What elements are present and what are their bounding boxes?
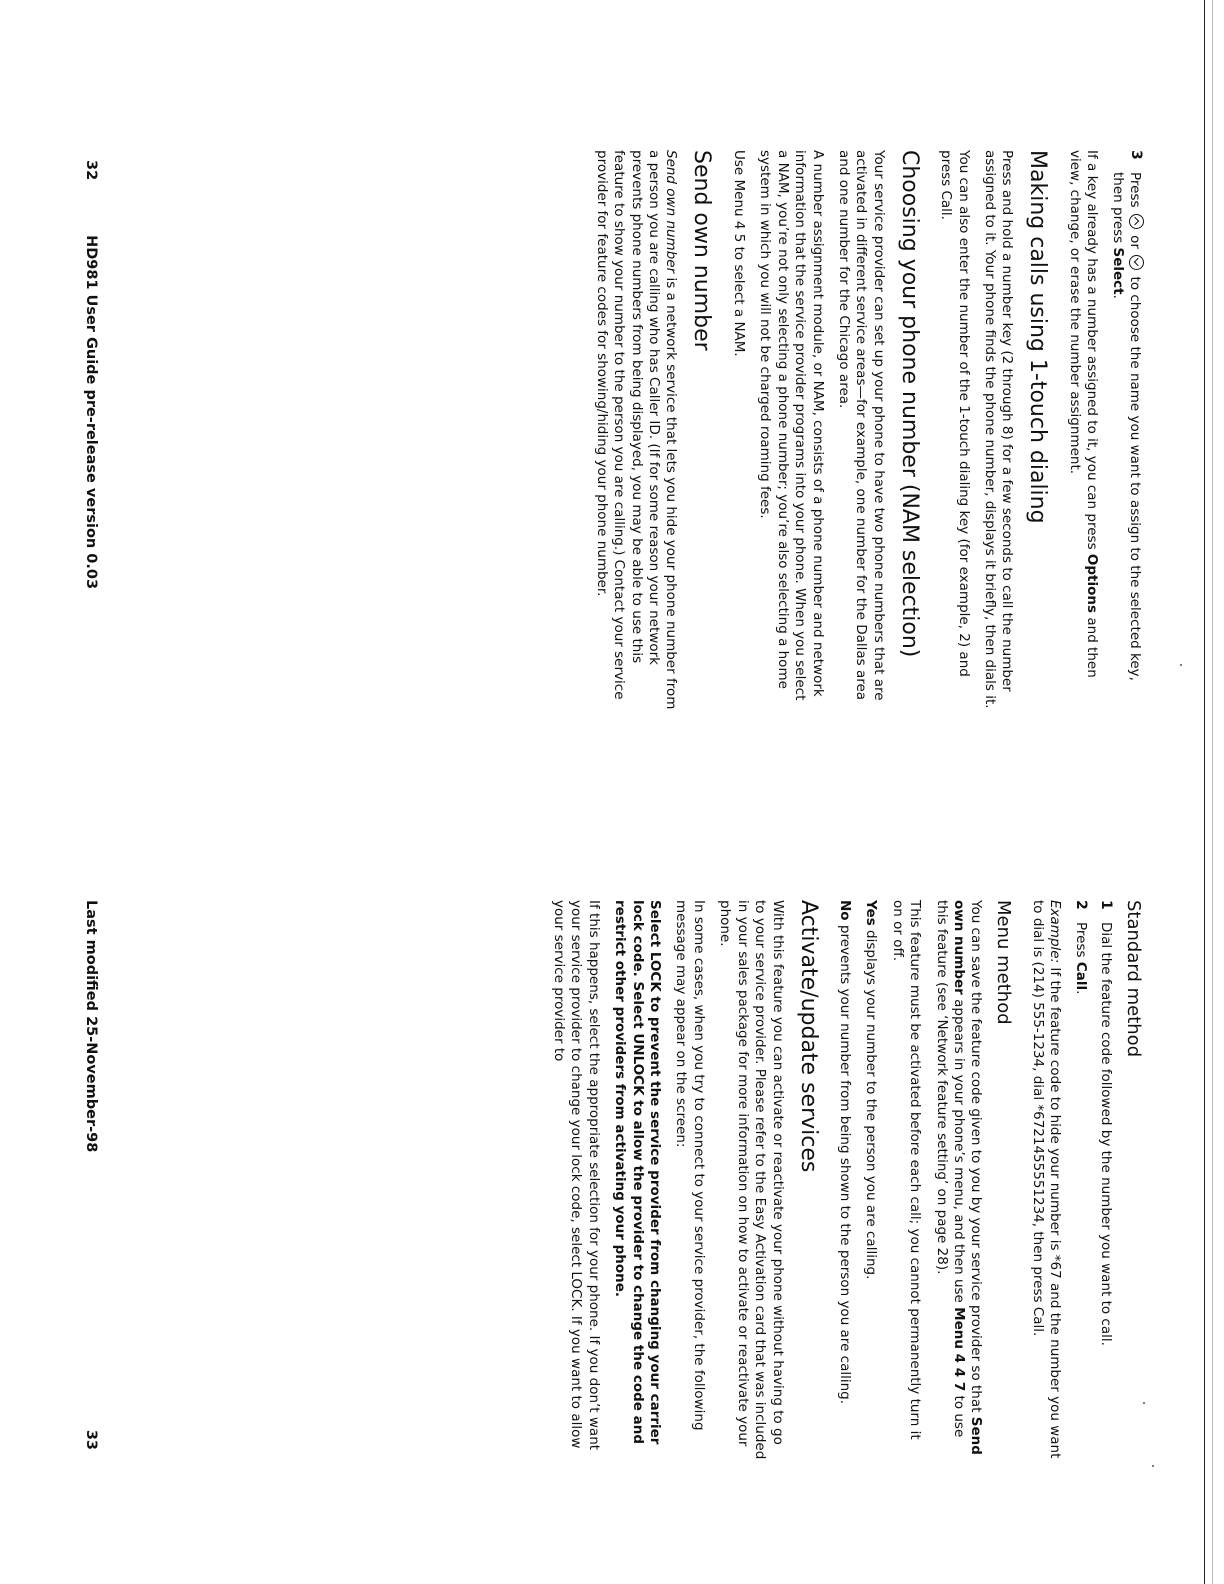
heading-activate-update: Activate/update services — [795, 900, 821, 1173]
scroll-down-icon — [1129, 255, 1144, 270]
paragraph: Your service provider can set up your phone to have two phone numbers that are activated in different service areas—for example, one number for the Dallas area and one number for the Chicago area. — [835, 150, 887, 701]
step-2: 2 Press Call. — [1072, 900, 1089, 995]
paragraph: You can save the feature code given to you by your service provider so that Send own number appears in your phone’s menu, and then use Menu 4 4 7 to use this feature (see ‘Network feature setting’ on page 28). — [933, 900, 985, 1455]
paragraph: Use Menu 4 5 to select a NAM. — [730, 150, 747, 357]
step-1: 1 Dial the feature code followed by the number you want to call. — [1098, 900, 1114, 1346]
paragraph: With this feature you can activate or reactivate your phone without having to go to your service provider. Please refer to the Easy Activation card that was included in your sales package for more information on how to activate or reactivate your phone. — [717, 900, 786, 1460]
page-33 — [14, 900, 1144, 1460]
paragraph: In some cases, when you try to connect to your service provider, the following message may appear on the screen: — [673, 900, 707, 1431]
heading-nam-selection: Choosing your phone number (NAM selection) — [896, 150, 922, 658]
footer-text: HD981 User Guide pre-release version 0.03 — [83, 235, 99, 590]
footer-text: Last modified 25-November-98 — [83, 900, 99, 1153]
paragraph: Yes displays your number to the person you are calling. — [863, 900, 880, 1280]
paragraph: A number assignment module, or NAM, consists of a phone number and network information that the service provider programs into your phone. When you select a NAM, you’re not only selecting a phone number; you’re also selecting a home system in which you will not be charged roaming fees. — [757, 150, 826, 701]
heading-standard-method: Standard method — [1123, 900, 1144, 1058]
step-3: 3 Press or to choose the name you want to assign to the selected key, then press Select. — [1109, 150, 1144, 681]
page-number: 32 — [83, 160, 99, 181]
lock-message-paragraph: Select LOCK to prevent the service provider from changing your carrier lock code. Select UNLOCK to allow the provider to change the code and restrict other providers from activating your phone. — [612, 900, 664, 1445]
paragraph: This feature must be activated before each call; you cannot permanently turn it on or off. — [889, 900, 924, 1440]
paragraph: Press and hold a number key (2 through 8) for a few seconds to call the number assigned to it. Your phone finds the phone number, displays it briefly, then dials it. — [981, 150, 1016, 709]
scroll-up-icon — [1129, 214, 1144, 229]
call-key-label: Call — [1072, 961, 1089, 991]
page-number: 33 — [83, 1429, 99, 1450]
page-32 — [14, 150, 1144, 710]
assigned-key-paragraph: If a key already has a number assigned to it, you can press Options and then view, change, or erase the number assignment. — [1066, 150, 1101, 678]
send-own-number-paragraph: Send own number is a network service that lets you hide your phone number from a person you are calling who has Caller ID. (If for some reason your network prevents phone numbers from being displayed, you may be able to use this feature to show your number to the person you are calling.) Contact your service provider for feature codes for showing/hiding your phone number. — [593, 150, 680, 710]
footer-page-33 — [83, 900, 99, 1450]
example-paragraph: Example: If the feature code to hide your number is *67 and the number you want to dial is (214) 555-1234, dial *6721455551234, then press Call. — [1029, 900, 1064, 1459]
paragraph: You can also enter the number of the 1-touch dialing key (for example, 2) and press Call. — [938, 150, 972, 677]
step-number: 3 — [1128, 150, 1144, 160]
select-key-label: Select — [1109, 247, 1126, 295]
paragraph: No prevents your number from being shown to the person you are calling. — [836, 900, 853, 1405]
footer-page-32 — [83, 160, 99, 589]
options-key-label: Options — [1084, 553, 1101, 614]
paragraph: If this happens, select the appropriate selection for your phone. If you don’t want your service provider to change your lock code, select LOCK. If you want to allow your service provider to — [551, 900, 602, 1451]
heading-menu-method: Menu method — [993, 900, 1015, 1025]
heading-1touch-dialing: Making calls using 1-touch dialing — [1025, 150, 1051, 524]
heading-send-own-number: Send own number — [689, 150, 715, 351]
